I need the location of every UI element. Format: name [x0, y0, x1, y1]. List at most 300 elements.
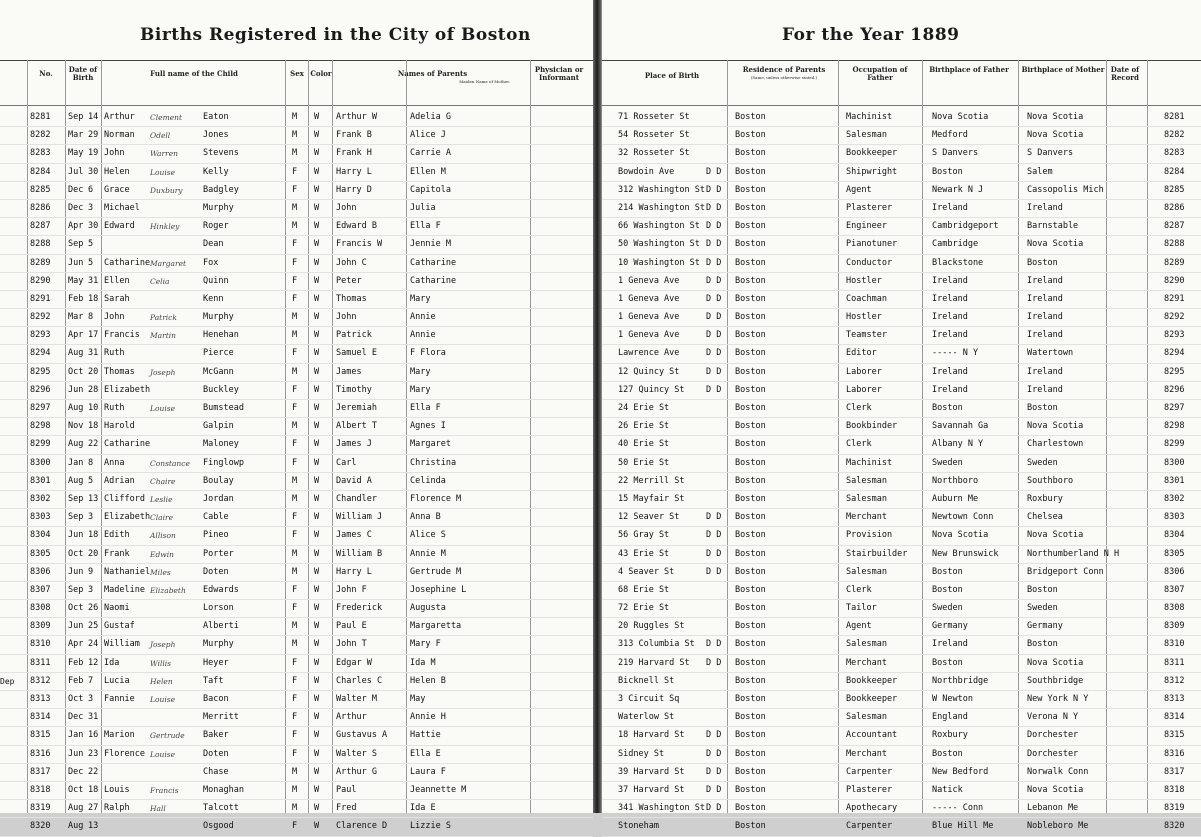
child-surname: Merritt	[203, 712, 239, 723]
title-prefix: For the Year 18	[782, 25, 935, 45]
dd-mark: D D	[706, 548, 722, 559]
place-of-birth: 66 Washington St	[618, 221, 700, 232]
child-surname: Fox	[203, 257, 219, 268]
father-occupation: Engineer	[846, 221, 887, 232]
entry-number: 8308	[30, 603, 51, 614]
record-number: 8287	[1164, 221, 1185, 232]
birth-month: Oct	[68, 603, 84, 614]
father-name: Arthur	[336, 712, 367, 723]
child-surname: Bumstead	[203, 403, 244, 413]
birth-day: 18	[88, 421, 99, 432]
sex-cell: F	[292, 166, 298, 177]
entry-number: 8294	[30, 348, 51, 359]
residence-of-parents: Boston	[735, 566, 766, 577]
sex-cell: M	[292, 639, 298, 650]
entry-number: 8285	[30, 184, 51, 195]
table-row	[602, 164, 1201, 182]
birth-day: 29	[88, 130, 99, 141]
color-cell: W	[314, 221, 320, 232]
birth-month: Aug	[68, 475, 84, 486]
dd-mark: D D	[706, 748, 722, 759]
father-occupation: Clerk	[846, 403, 872, 413]
father-occupation: Agent	[846, 621, 872, 632]
record-number: 8294	[1164, 348, 1185, 359]
entry-number: 8291	[30, 293, 51, 304]
table-row	[0, 655, 593, 673]
sex-cell: M	[292, 366, 298, 377]
child-surname: Chase	[203, 766, 229, 777]
table-row	[0, 600, 593, 618]
father-name: John	[336, 312, 357, 323]
father-name: Edward B	[336, 221, 377, 232]
col-header-dob: Date of Birth	[68, 65, 98, 82]
color-cell: W	[314, 239, 320, 250]
birth-month: Jan	[68, 457, 84, 468]
color-cell: W	[314, 166, 320, 177]
father-birthplace: Blackstone	[932, 257, 984, 268]
father-birthplace: ----- N Y	[932, 348, 979, 359]
birth-month: Jun	[68, 748, 84, 759]
child-first-name: Fannie	[104, 694, 135, 704]
entry-number: 8293	[30, 330, 51, 341]
color-cell: W	[314, 657, 320, 668]
father-birthplace: Boston	[932, 657, 963, 668]
table-row	[0, 200, 593, 218]
left-register-rows	[0, 109, 593, 837]
place-of-birth: 50 Washington St	[618, 239, 700, 250]
color-cell: W	[314, 675, 320, 686]
birth-day: 31	[88, 712, 99, 723]
father-occupation: Tailor	[846, 603, 877, 614]
entry-number: 8309	[30, 621, 51, 632]
record-number: 8303	[1164, 512, 1185, 523]
child-middle-name: Helen	[150, 676, 173, 686]
place-of-birth: Bicknell St	[618, 675, 675, 686]
record-number: 8293	[1164, 330, 1185, 341]
mother-birthplace: Ireland	[1027, 202, 1063, 213]
father-birthplace: Boston	[932, 566, 963, 577]
child-first-name: Helen	[104, 166, 130, 177]
mother-name: Ella F	[410, 403, 441, 413]
father-name: William B	[336, 548, 383, 559]
child-surname: Edwards	[203, 584, 239, 595]
child-middle-name: Warren	[150, 149, 178, 159]
color-cell: W	[314, 475, 320, 486]
residence-of-parents: Boston	[735, 348, 766, 359]
sex-cell: F	[292, 184, 298, 195]
child-first-name: William	[104, 639, 140, 650]
color-cell: W	[314, 803, 320, 814]
entry-number: 8292	[30, 312, 51, 323]
sex-cell: F	[292, 530, 298, 541]
father-name: Fred	[336, 803, 357, 814]
child-surname: Lorson	[203, 603, 234, 614]
sex-cell: M	[292, 548, 298, 559]
mother-name: Mary F	[410, 639, 441, 650]
record-number: 8311	[1164, 657, 1185, 668]
color-cell: W	[314, 821, 320, 832]
birth-day: 5	[88, 257, 94, 268]
table-row	[602, 618, 1201, 636]
child-surname: Doten	[203, 566, 229, 577]
table-row	[0, 782, 593, 800]
mother-birthplace: Dorchester	[1027, 748, 1079, 759]
color-cell: W	[314, 130, 320, 141]
child-middle-name: Patrick	[150, 313, 177, 323]
table-row	[0, 291, 593, 309]
table-row	[0, 327, 593, 345]
birth-month: May	[68, 275, 84, 286]
residence-of-parents: Boston	[735, 639, 766, 650]
father-name: Gustavus A	[336, 730, 388, 741]
table-row	[0, 727, 593, 745]
color-cell: W	[314, 730, 320, 741]
color-cell: W	[314, 257, 320, 268]
father-name: Paul	[336, 784, 357, 795]
father-name: Walter M	[336, 694, 377, 704]
dd-mark: D D	[706, 312, 722, 323]
father-birthplace: Ireland	[932, 202, 968, 213]
mother-birthplace: Ireland	[1027, 330, 1063, 341]
birth-month: Jun	[68, 621, 84, 632]
birth-month: Apr	[68, 639, 84, 650]
child-first-name: Nathaniel	[104, 566, 151, 577]
record-number: 8295	[1164, 366, 1185, 377]
mother-name: Mary	[410, 384, 431, 395]
mother-name: Mary	[410, 293, 431, 304]
place-of-birth: 40 Erie St	[618, 439, 670, 450]
child-first-name: Gustaf	[104, 621, 135, 632]
table-row	[602, 236, 1201, 254]
sex-cell: M	[292, 330, 298, 341]
father-occupation: Merchant	[846, 748, 887, 759]
birth-month: Oct	[68, 784, 84, 795]
record-number: 8288	[1164, 239, 1185, 250]
color-cell: W	[314, 784, 320, 795]
table-row	[0, 636, 593, 654]
residence-of-parents: Boston	[735, 784, 766, 795]
child-first-name: Anna	[104, 457, 125, 468]
color-cell: W	[314, 748, 320, 759]
table-row	[602, 509, 1201, 527]
sex-cell: F	[292, 384, 298, 395]
color-cell: W	[314, 348, 320, 359]
birth-day: 18	[88, 784, 99, 795]
mother-name: Mary	[410, 366, 431, 377]
book-gutter	[593, 0, 601, 813]
table-row	[602, 364, 1201, 382]
sex-cell: F	[292, 239, 298, 250]
child-surname: Dean	[203, 239, 224, 250]
place-of-birth: 37 Harvard St	[618, 784, 685, 795]
sex-cell: F	[292, 821, 298, 832]
mother-birthplace: Watertown	[1027, 348, 1074, 359]
birth-day: 31	[88, 275, 99, 286]
mother-birthplace: Nova Scotia	[1027, 657, 1084, 668]
mother-name: Annie	[410, 330, 436, 341]
mother-name: Helen B	[410, 675, 446, 686]
residence-of-parents: Boston	[735, 112, 766, 122]
entry-number: 8312	[30, 675, 51, 686]
entry-number: 8282	[30, 130, 51, 141]
child-first-name: Francis	[104, 330, 140, 341]
residence-of-parents: Boston	[735, 366, 766, 377]
birth-month: Sep	[68, 584, 84, 595]
sex-cell: F	[292, 694, 298, 704]
mother-name: Jeannette M	[410, 784, 467, 795]
child-surname: Alberti	[203, 621, 239, 632]
sex-cell: F	[292, 257, 298, 268]
mother-name: Ella F	[410, 221, 441, 232]
mother-birthplace: Southboro	[1027, 475, 1074, 486]
table-row	[0, 746, 593, 764]
father-occupation: Salesman	[846, 493, 887, 504]
child-middle-name: Clement	[150, 113, 182, 122]
record-number: 8298	[1164, 421, 1185, 432]
sex-cell: F	[292, 512, 298, 523]
table-row	[602, 800, 1201, 818]
dd-mark: D D	[706, 293, 722, 304]
table-row	[0, 800, 593, 818]
child-surname: Badgley	[203, 184, 239, 195]
father-name: Harry L	[336, 566, 372, 577]
dd-mark: D D	[706, 257, 722, 268]
mother-birthplace: Verona N Y	[1027, 712, 1079, 723]
entry-number: 8304	[30, 530, 51, 541]
child-surname: Taft	[203, 675, 224, 686]
record-number: 8286	[1164, 202, 1185, 213]
table-row	[0, 382, 593, 400]
child-middle-name: Chaire	[150, 476, 176, 486]
father-occupation: Teamster	[846, 330, 887, 341]
col-header-no: No.	[39, 69, 53, 78]
table-row	[602, 564, 1201, 582]
sex-cell: F	[292, 584, 298, 595]
record-number: 8285	[1164, 184, 1185, 195]
table-row	[0, 418, 593, 436]
entry-number: 8298	[30, 421, 51, 432]
father-occupation: Plasterer	[846, 202, 893, 213]
birth-month: Apr	[68, 221, 84, 232]
residence-of-parents: Boston	[735, 221, 766, 232]
col-header-parents	[335, 70, 530, 86]
mother-name: Ellen M	[410, 166, 446, 177]
residence-of-parents: Boston	[735, 548, 766, 559]
birth-day: 16	[88, 730, 99, 741]
father-birthplace: Boston	[932, 403, 963, 413]
table-row	[0, 255, 593, 273]
mother-birthplace: Barnstable	[1027, 221, 1079, 232]
table-row	[0, 618, 593, 636]
color-cell: W	[314, 330, 320, 341]
table-row	[0, 400, 593, 418]
table-row	[0, 436, 593, 454]
sex-cell: F	[292, 439, 298, 450]
mother-birthplace: Charlestown	[1027, 439, 1084, 450]
father-name: Frank B	[336, 130, 372, 141]
father-birthplace: Northboro	[932, 475, 979, 486]
sex-cell: M	[292, 312, 298, 323]
table-row	[602, 200, 1201, 218]
place-of-birth: 4 Seaver St	[618, 566, 675, 577]
table-row	[602, 400, 1201, 418]
father-occupation: Accountant	[846, 730, 898, 741]
sex-cell: M	[292, 421, 298, 432]
record-number: 8283	[1164, 148, 1185, 159]
birth-day: 3	[88, 202, 94, 213]
child-middle-name: Leslie	[150, 494, 173, 504]
child-first-name: Ruth	[104, 348, 125, 359]
mother-birthplace: Nova Scotia	[1027, 784, 1084, 795]
place-of-birth: Sidney St	[618, 748, 665, 759]
residence-of-parents: Boston	[735, 675, 766, 686]
sex-cell: F	[292, 675, 298, 686]
entry-number: 8299	[30, 439, 51, 450]
father-name: John F	[336, 584, 367, 595]
mother-name: Margaret	[410, 439, 451, 450]
child-first-name: Catharine	[104, 257, 151, 268]
father-occupation: Salesman	[846, 712, 887, 723]
mother-birthplace: Lebanon Me	[1027, 803, 1079, 814]
child-surname: Pineo	[203, 530, 229, 541]
entry-number: 8301	[30, 475, 51, 486]
residence-of-parents: Boston	[735, 293, 766, 304]
residence-of-parents: Boston	[735, 439, 766, 450]
father-birthplace: Northbridge	[932, 675, 989, 686]
child-middle-name: Edwin	[150, 549, 174, 559]
birth-day: 3	[88, 512, 94, 523]
table-row	[602, 727, 1201, 745]
table-row	[0, 455, 593, 473]
birth-month: Mar	[68, 130, 84, 141]
child-surname: Porter	[203, 548, 234, 559]
child-surname: McGann	[203, 366, 234, 377]
child-middle-name: Louise	[150, 749, 176, 759]
birth-month: Dec	[68, 184, 84, 195]
father-name: David A	[336, 475, 372, 486]
birth-day: 18	[88, 293, 99, 304]
birth-day: 5	[88, 239, 94, 250]
birth-month: Mar	[68, 312, 84, 323]
table-row	[602, 818, 1201, 836]
color-cell: W	[314, 457, 320, 468]
child-surname: Henehan	[203, 330, 239, 341]
mother-birthplace: Boston	[1027, 584, 1058, 595]
father-birthplace: W Newton	[932, 694, 973, 704]
child-first-name: Sarah	[104, 293, 130, 304]
residence-of-parents: Boston	[735, 584, 766, 595]
father-occupation: Salesman	[846, 566, 887, 577]
father-birthplace: Boston	[932, 584, 963, 595]
birth-month: Feb	[68, 293, 84, 304]
mother-name: Margaretta	[410, 621, 462, 632]
birth-month: Aug	[68, 803, 84, 814]
residence-of-parents: Boston	[735, 621, 766, 632]
table-row	[602, 455, 1201, 473]
record-number: 8289	[1164, 257, 1185, 268]
residence-of-parents: Boston	[735, 475, 766, 486]
color-cell: W	[314, 439, 320, 450]
child-middle-name: Allison	[150, 531, 176, 541]
father-name: Edgar W	[336, 657, 372, 668]
father-birthplace: Ireland	[932, 293, 968, 304]
record-number: 8292	[1164, 312, 1185, 323]
mother-birthplace: Germany	[1027, 621, 1063, 632]
place-of-birth: 10 Washington St	[618, 257, 700, 268]
table-row	[0, 236, 593, 254]
place-of-birth: 68 Erie St	[618, 584, 670, 595]
birth-month: Sep	[68, 239, 84, 250]
child-surname: Jones	[203, 130, 229, 141]
father-birthplace: Sweden	[932, 457, 963, 468]
father-occupation: Provision	[846, 530, 893, 541]
birth-month: Jan	[68, 730, 84, 741]
father-name: Paul E	[336, 621, 367, 632]
birth-day: 23	[88, 748, 99, 759]
mother-birthplace: New York N Y	[1027, 694, 1089, 704]
father-occupation: Agent	[846, 184, 872, 195]
dd-mark: D D	[706, 730, 722, 741]
sex-cell: M	[292, 784, 298, 795]
place-of-birth: 219 Harvard St	[618, 657, 690, 668]
child-surname: Osgood	[203, 821, 234, 832]
dd-mark: D D	[706, 348, 722, 359]
father-birthplace: Cambridgeport	[932, 221, 999, 232]
child-surname: Pierce	[203, 348, 234, 359]
mother-birthplace: Nova Scotia	[1027, 112, 1084, 122]
father-birthplace: Blue Hill Me	[932, 821, 994, 832]
mother-name: Carrie A	[410, 148, 451, 159]
color-cell: W	[314, 639, 320, 650]
mother-name: Annie	[410, 312, 436, 323]
father-name: Carl	[336, 457, 357, 468]
father-name: Francis W	[336, 239, 383, 250]
place-of-birth: 54 Rosseter St	[618, 130, 690, 141]
birth-month: Jul	[68, 166, 84, 177]
entry-number: 8303	[30, 512, 51, 523]
father-name: John C	[336, 257, 367, 268]
father-occupation: Salesman	[846, 639, 887, 650]
table-row	[0, 709, 593, 727]
sex-cell: M	[292, 148, 298, 159]
color-cell: W	[314, 694, 320, 704]
child-first-name: Clifford	[104, 493, 145, 504]
record-number: 8306	[1164, 566, 1185, 577]
color-cell: W	[314, 384, 320, 395]
mother-name: Adelia G	[410, 112, 451, 122]
record-number: 8316	[1164, 748, 1185, 759]
table-row	[602, 327, 1201, 345]
child-middle-name: Joseph	[150, 640, 176, 650]
birth-day: 31	[88, 348, 99, 359]
child-middle-name: Elizabeth	[150, 585, 186, 595]
sex-cell: F	[292, 275, 298, 286]
table-row	[602, 673, 1201, 691]
birth-month: Oct	[68, 366, 84, 377]
mother-birthplace: Sweden	[1027, 603, 1058, 614]
father-birthplace: Cambridge	[932, 239, 979, 250]
entry-number: 8290	[30, 275, 51, 286]
place-of-birth: 20 Ruggles St	[618, 621, 685, 632]
entry-number: 8295	[30, 366, 51, 377]
entry-number: 8316	[30, 748, 51, 759]
dd-mark: D D	[706, 366, 722, 377]
father-birthplace: Boston	[932, 166, 963, 177]
record-number: 8304	[1164, 530, 1185, 541]
father-occupation: Pianotuner	[846, 239, 898, 250]
entry-number: 8315	[30, 730, 51, 741]
col-header-bp-father: Birthplace of Father	[929, 65, 1009, 74]
